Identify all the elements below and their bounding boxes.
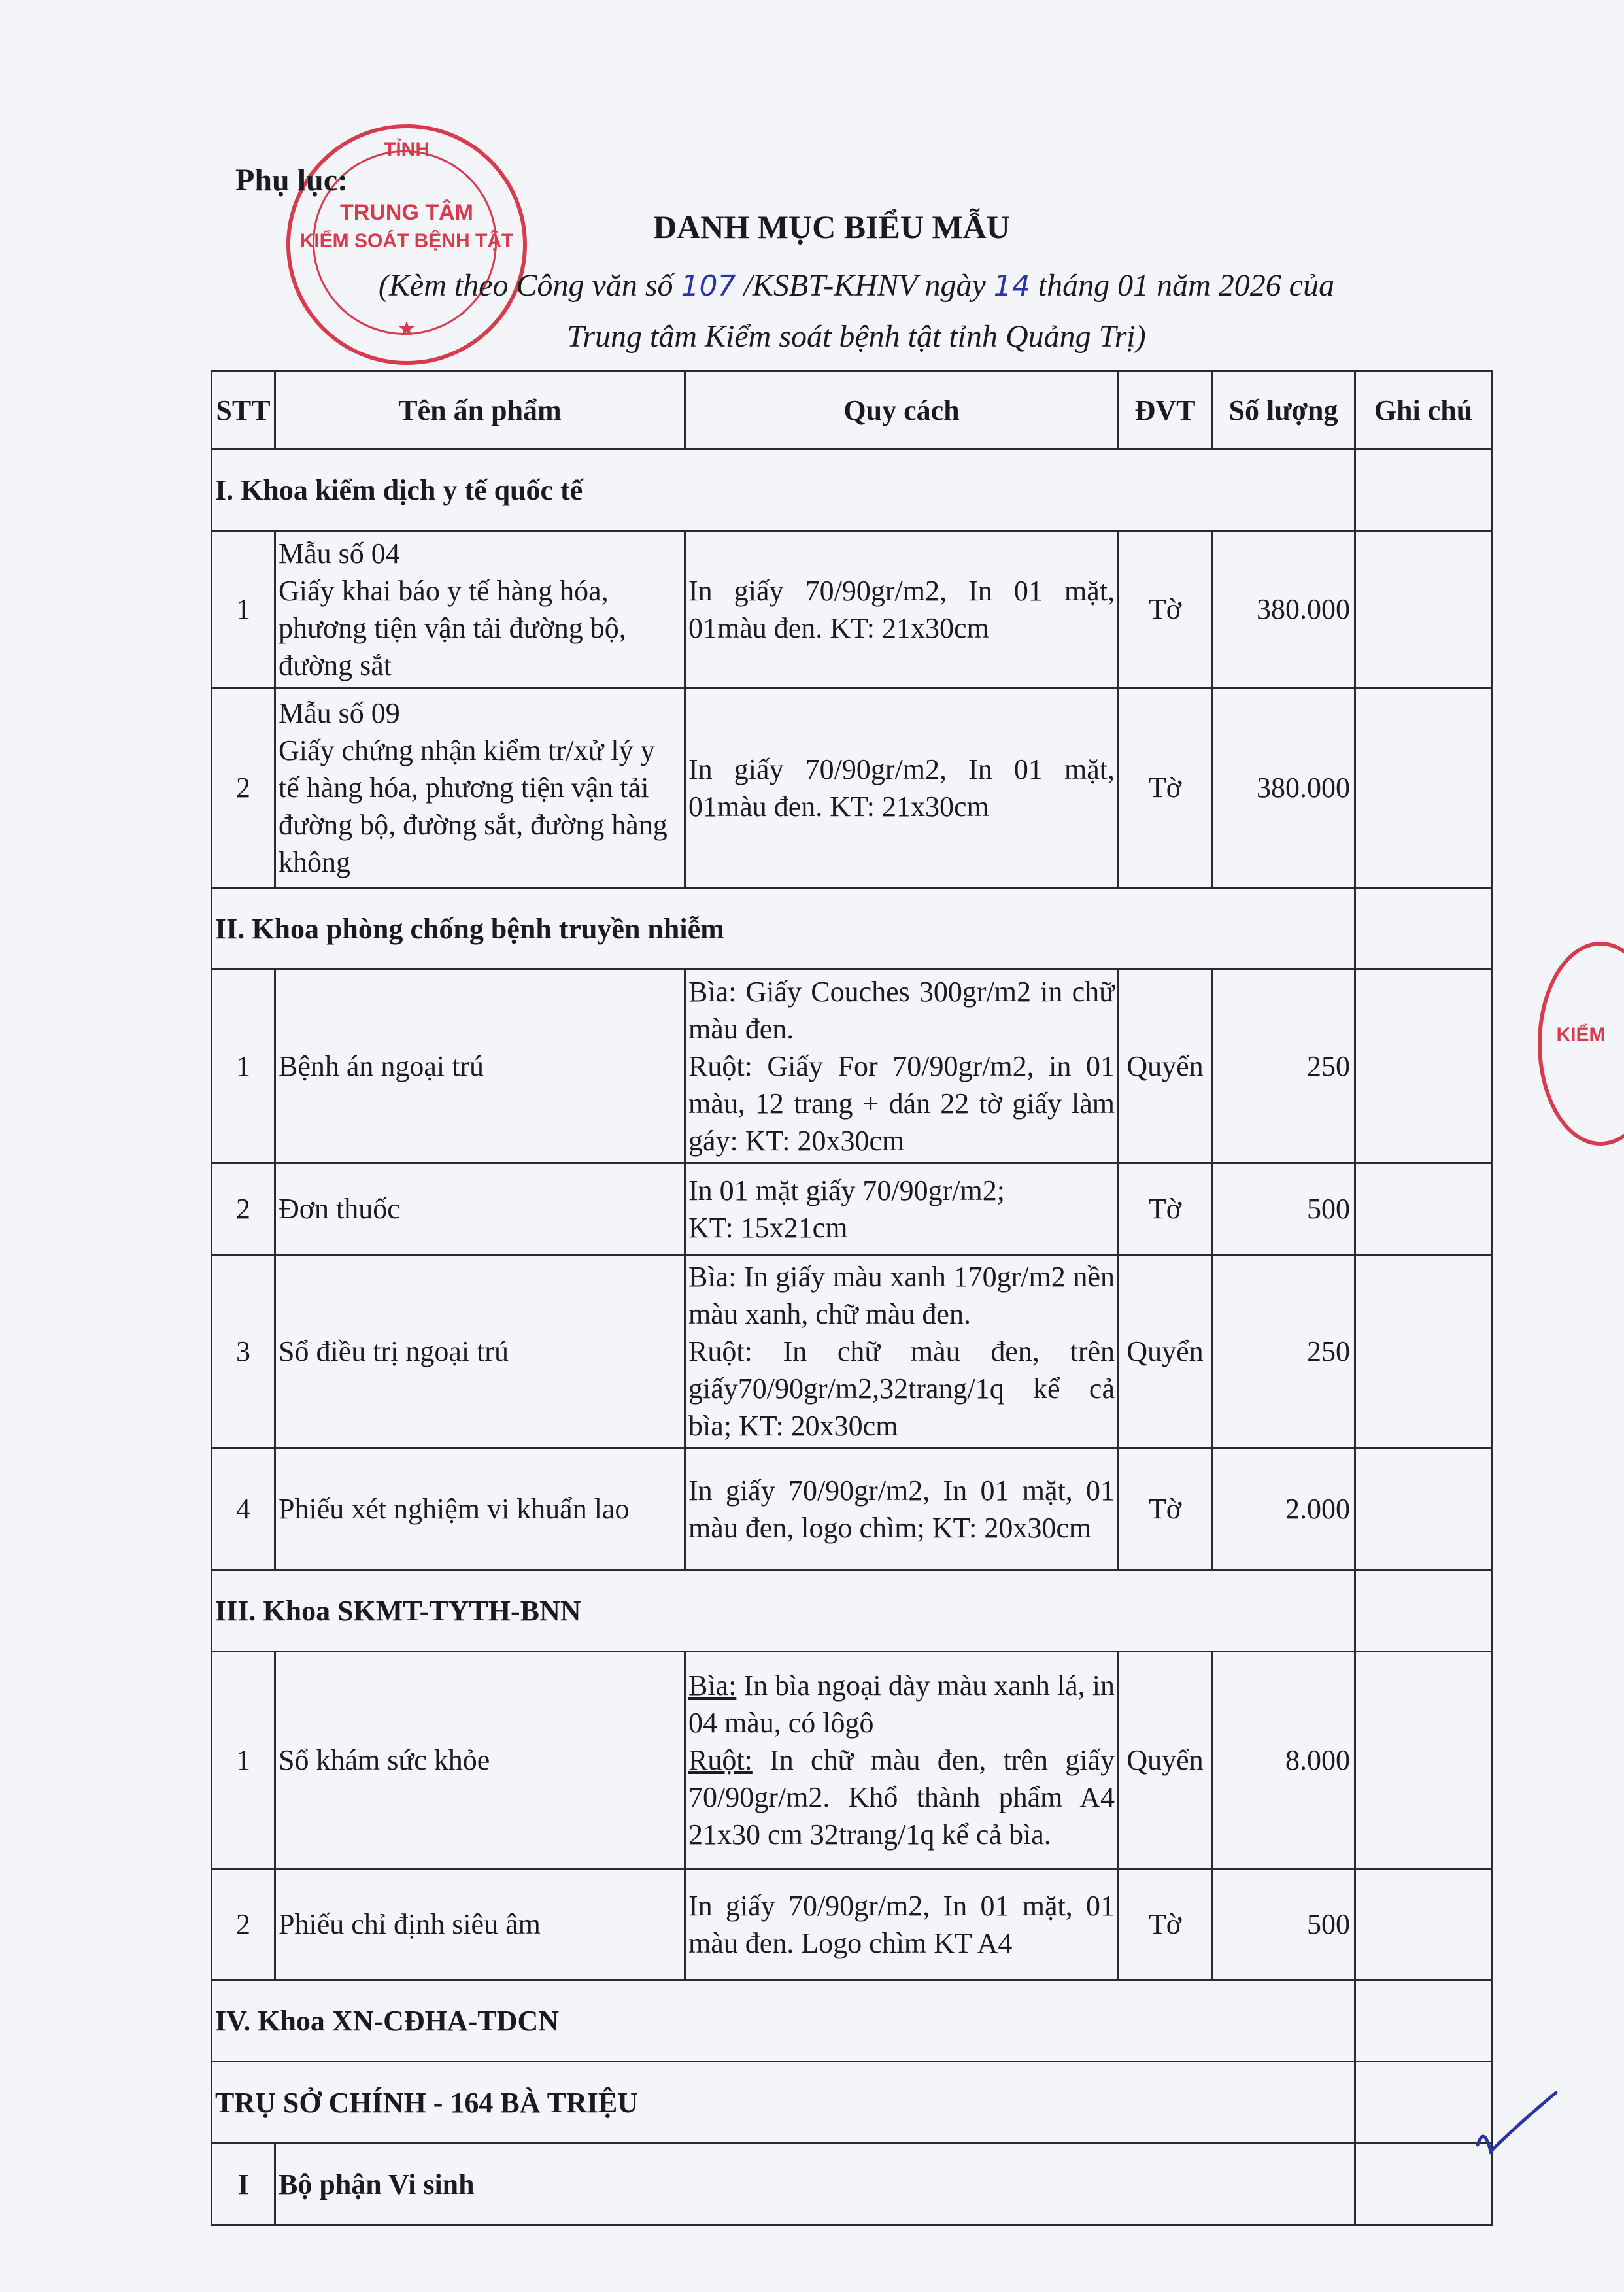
table-header-row: [212, 371, 1492, 449]
appendix-label: Phụ lục:: [235, 163, 348, 197]
name-line: Mẫu số 04: [279, 537, 400, 570]
table-row: [212, 1163, 1492, 1255]
section-title: I. Khoa kiểm dịch y tế quốc tế: [212, 449, 1355, 531]
partial-seal: [1538, 942, 1624, 1146]
cell-name: [275, 1448, 685, 1570]
cell-name: [275, 1255, 685, 1448]
table-row: [212, 531, 1492, 688]
spec-line: In giấy 70/90gr/m2, In 01 mặt, 01màu đen. KT: 21x30cm: [688, 753, 1115, 823]
handwritten-check-mark: [1471, 2086, 1563, 2158]
cell-spec: [685, 1448, 1119, 1570]
name-line: Giấy khai báo y tế hàng hóa, phương tiện vận tải đường bộ, đường sắt: [279, 574, 626, 681]
cell-note: [1355, 1652, 1492, 1869]
name-line: Phiếu chỉ định siêu âm: [279, 1908, 541, 1940]
subtitle-mid: /KSBT-KHNV ngày: [743, 268, 986, 303]
spec-line: KT: 15x21cm: [688, 1211, 848, 1244]
spec-line: In 01 mặt giấy 70/90gr/m2;: [688, 1174, 1005, 1206]
cell-note: [1355, 1448, 1492, 1570]
cell-qty: 8.000: [1212, 1652, 1355, 1869]
subtitle-prefix: (Kèm theo Công văn số: [378, 268, 673, 303]
section-title: TRỤ SỞ CHÍNH - 164 BÀ TRIỆU: [212, 2062, 1355, 2144]
cell-name: [275, 970, 685, 1163]
cell-spec: [685, 688, 1119, 888]
cell-spec: [685, 1652, 1119, 1869]
header-name: Tên ấn phẩm: [275, 371, 685, 449]
header-note: Ghi chú: [1355, 371, 1492, 449]
cell-stt: 4: [212, 1448, 275, 1570]
section-note-cell: [1355, 1980, 1492, 2062]
cell-note: [1355, 531, 1492, 688]
cell-name: [275, 531, 685, 688]
section-note-cell: [1355, 449, 1492, 531]
seal-line-1: TRUNG TÂM: [340, 200, 473, 225]
name-line: Sổ điều trị ngoại trú: [279, 1335, 509, 1367]
cell-qty: 500: [1212, 1869, 1355, 1980]
header-unit: ĐVT: [1119, 371, 1212, 449]
cell-stt: 2: [212, 1163, 275, 1255]
cell-unit: Quyển: [1119, 1255, 1212, 1448]
cell-note: [1355, 1255, 1492, 1448]
handwritten-doc-number: 107: [681, 269, 736, 303]
name-line: Đơn thuốc: [279, 1193, 400, 1225]
cell-note: [1355, 688, 1492, 888]
header-stt: STT: [212, 371, 275, 449]
cell-name: [275, 1869, 685, 1980]
subtitle-line-2: Trung tâm Kiểm soát bệnh tật tỉnh Quảng Trị): [567, 319, 1146, 354]
cell-note: [1355, 1869, 1492, 1980]
spec-text: In bìa ngoại dày màu xanh lá, in 04 màu, có lôgô: [688, 1669, 1115, 1739]
spec-line: Ruột: Giấy For 70/90gr/m2, in 01 màu, 12 trang + dán 22 tờ giấy làm gáy: KT: 20x30cm: [688, 1050, 1115, 1157]
seal-star: ★: [398, 318, 415, 339]
name-line: Mẫu số 09: [279, 697, 400, 729]
section-note-cell: [1355, 888, 1492, 970]
spec-part: [688, 1667, 1115, 1741]
spec-part: [688, 1741, 1115, 1853]
spec-line: In giấy 70/90gr/m2, In 01 mặt, 01 màu đen. Logo chìm KT A4: [688, 1889, 1115, 1959]
spec-line: In giấy 70/90gr/m2, In 01 mặt, 01 màu đen, logo chìm; KT: 20x30cm: [688, 1474, 1115, 1544]
subtitle-line-1: [301, 260, 1412, 312]
cell-unit: Tờ: [1119, 688, 1212, 888]
cell-stt: 1: [212, 1652, 275, 1869]
subtitle-suffix: tháng 01 năm 2026 của: [1038, 268, 1335, 303]
cell-unit: Tờ: [1119, 1448, 1212, 1570]
cell-stt: 1: [212, 970, 275, 1163]
section-row: [212, 1980, 1492, 2062]
cell-spec: [685, 1255, 1119, 1448]
handwritten-day: 14: [993, 269, 1030, 303]
seal-line-2: KIỂM SOÁT BỆNH TẬT: [299, 230, 514, 252]
cell-unit: Quyển: [1119, 1652, 1212, 1869]
name-line: Phiếu xét nghiệm vi khuẩn lao: [279, 1493, 630, 1525]
name-line: Sổ khám sức khỏe: [279, 1744, 490, 1776]
header-spec: Quy cách: [685, 371, 1119, 449]
section-title: II. Khoa phòng chống bệnh truyền nhiễm: [212, 888, 1355, 970]
cell-stt: I: [212, 2144, 275, 2225]
cell-qty: 250: [1212, 970, 1355, 1163]
seal-top-text: TỈNH: [384, 139, 430, 160]
spec-label: Bìa:: [688, 1669, 737, 1702]
cell-spec: [685, 970, 1119, 1163]
cell-stt: 2: [212, 688, 275, 888]
section-title: III. Khoa SKMT-TYTH-BNN: [212, 1570, 1355, 1652]
cell-qty: 500: [1212, 1163, 1355, 1255]
table-row: [212, 1652, 1492, 1869]
table-row: [212, 1255, 1492, 1448]
name-line: Giấy chứng nhận kiểm tr/xử lý y tế hàng hóa, phương tiện vận tải đường bộ, đường sắt, đường hàng không: [279, 734, 668, 878]
header-qty: Số lượng: [1212, 371, 1355, 449]
cell-note: [1355, 970, 1492, 1163]
table-row: [212, 2144, 1492, 2225]
table-body: [212, 449, 1492, 2225]
name-line: Bệnh án ngoại trú: [279, 1050, 484, 1082]
table-row: [212, 688, 1492, 888]
section-row: [212, 888, 1492, 970]
cell-name: Bộ phận Vi sinh: [275, 2144, 1355, 2225]
cell-stt: 1: [212, 531, 275, 688]
cell-unit: Tờ: [1119, 531, 1212, 688]
document-title: DANH MỤC BIỂU MẪU: [653, 209, 1010, 245]
cell-name: [275, 1163, 685, 1255]
section-title: IV. Khoa XN-CĐHA-TDCN: [212, 1980, 1355, 2062]
cell-qty: 380.000: [1212, 688, 1355, 888]
cell-qty: 250: [1212, 1255, 1355, 1448]
cell-name: [275, 688, 685, 888]
cell-name: [275, 1652, 685, 1869]
section-note-cell: [1355, 1570, 1492, 1652]
cell-spec: [685, 1163, 1119, 1255]
cell-qty: 2.000: [1212, 1448, 1355, 1570]
spec-line: Bìa: Giấy Couches 300gr/m2 in chữ màu đen.: [688, 976, 1115, 1045]
catalog-table: [211, 370, 1493, 2226]
cell-spec: [685, 531, 1119, 688]
section-row: [212, 2062, 1492, 2144]
table-row: [212, 1869, 1492, 1980]
cell-unit: Tờ: [1119, 1869, 1212, 1980]
section-row: [212, 1570, 1492, 1652]
section-row: [212, 449, 1492, 531]
cell-unit: Tờ: [1119, 1163, 1212, 1255]
cell-note: [1355, 1163, 1492, 1255]
spec-line: In giấy 70/90gr/m2, In 01 mặt, 01màu đen. KT: 21x30cm: [688, 574, 1115, 644]
spec-text: In chữ màu đen, trên giấy 70/90gr/m2. Khổ thành phẩm A4 21x30 cm 32trang/1q kể cả bìa.: [688, 1744, 1115, 1851]
cell-unit: Quyển: [1119, 970, 1212, 1163]
cell-qty: 380.000: [1212, 531, 1355, 688]
spec-line: Ruột: In chữ màu đen, trên giấy70/90gr/m2,32trang/1q kể cả bìa; KT: 20x30cm: [688, 1335, 1115, 1442]
partial-seal-text: KIỂM: [1556, 1024, 1606, 1046]
cell-stt: 3: [212, 1255, 275, 1448]
spec-line: Bìa: In giấy màu xanh 170gr/m2 nền màu xanh, chữ màu đen.: [688, 1261, 1115, 1330]
spec-label: Ruột:: [688, 1744, 753, 1776]
table-row: [212, 970, 1492, 1163]
table-row: [212, 1448, 1492, 1570]
cell-spec: [685, 1869, 1119, 1980]
cell-stt: 2: [212, 1869, 275, 1980]
